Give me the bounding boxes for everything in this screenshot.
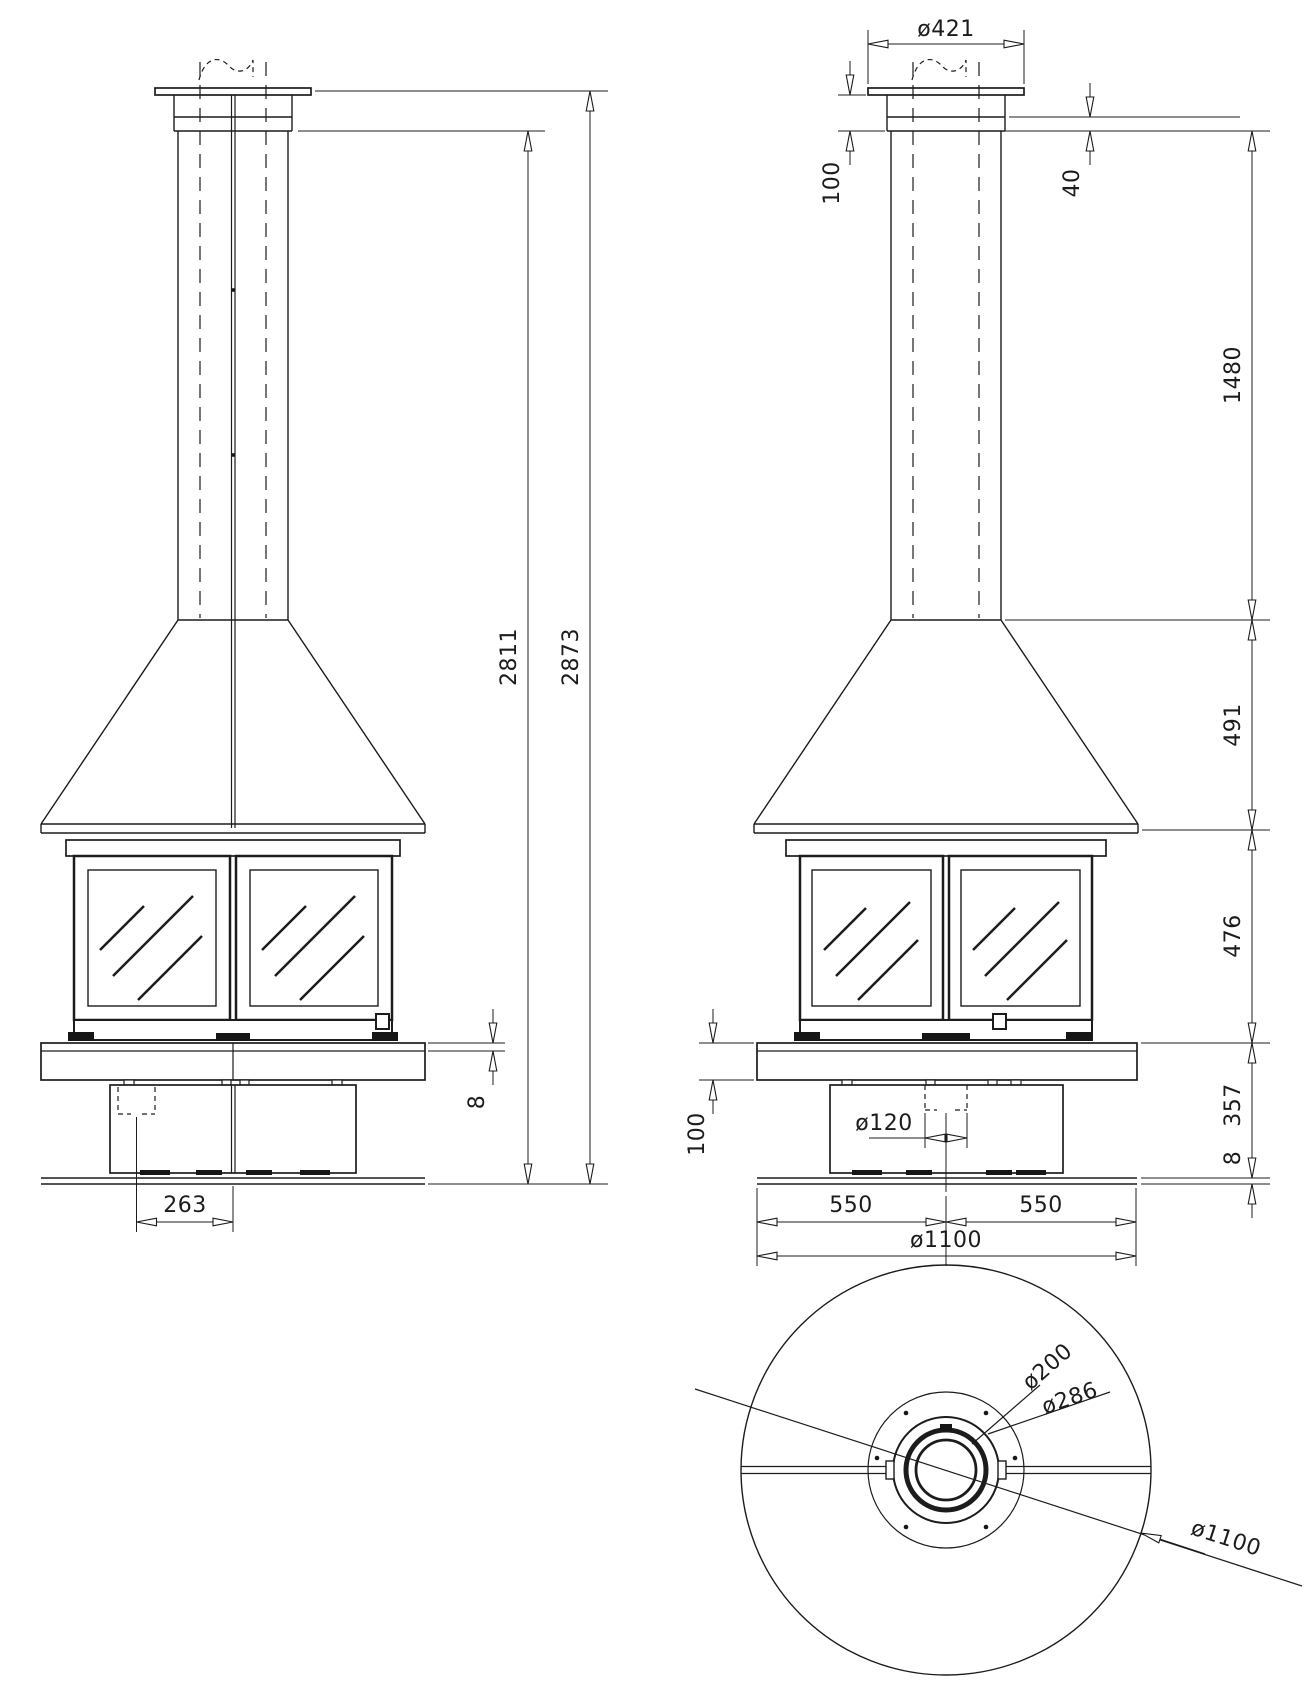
dim-40: [1005, 83, 1240, 198]
pedestal-foot: [986, 1170, 1012, 1175]
left-door: [800, 856, 943, 1020]
right-door: [949, 856, 1092, 1020]
dim-100-top: [820, 61, 885, 205]
clamp-tab: [886, 1461, 894, 1479]
hinge: [68, 1032, 94, 1041]
dim-8-bench-plate: [428, 1009, 505, 1109]
dim-hood-height-label: 491: [1221, 703, 1246, 747]
dim-half-width-left-label: 550: [829, 1193, 873, 1218]
pedestal: [110, 1085, 356, 1173]
hinge: [794, 1032, 820, 1041]
hinge: [216, 1033, 250, 1041]
inner-flue-dashed: [200, 62, 266, 618]
dim-base-diameter-label: ø1100: [910, 1228, 982, 1253]
door-handle: [376, 1014, 389, 1029]
dim-height-2811-label: 2811: [497, 628, 522, 686]
bolt-dot: [984, 1525, 989, 1530]
pedestal-foot: [852, 1170, 882, 1175]
flue-break-squiggle: [912, 60, 966, 80]
seam-rivet: [231, 288, 235, 292]
chimney-pipe: [891, 131, 1001, 620]
chimney-pipe: [178, 131, 288, 620]
pedestal-foot: [300, 1170, 330, 1175]
dim-inner-flue-label: ø120: [855, 1111, 913, 1136]
side-view: [685, 17, 1270, 1266]
dim-floor-plate-label: 8: [1221, 1150, 1246, 1166]
dim-flue-diameter-label: ø200: [1017, 1338, 1078, 1396]
firebox-top-bar: [66, 840, 400, 856]
floor-plate: [757, 1178, 1137, 1184]
hinge: [1066, 1032, 1092, 1041]
hinge: [922, 1033, 970, 1041]
pedestal-foot: [906, 1170, 932, 1175]
pedestal-foot: [246, 1170, 272, 1175]
bolt-dot: [984, 1411, 989, 1416]
cap-plate: [868, 88, 1024, 95]
dim-top-286: [988, 1378, 1110, 1434]
dim-550-550-1100: [757, 1188, 1136, 1266]
dim-cap-diameter-label: ø421: [917, 17, 975, 42]
dim-100-bench: [685, 1009, 754, 1156]
cap-plate: [155, 88, 311, 95]
bench-platform: [757, 1043, 1137, 1080]
dim-collar-diameter-label: ø286: [1038, 1377, 1102, 1421]
hinge: [372, 1032, 398, 1041]
dim-cap-diameter: [868, 17, 1024, 84]
clamp-tab: [998, 1461, 1006, 1479]
dim-pipe-length-label: 1480: [1221, 346, 1246, 404]
collar: [887, 95, 1005, 131]
ring-nub: [940, 1424, 952, 1431]
hood-cone: [754, 620, 1138, 833]
pedestal-foot: [1016, 1170, 1046, 1175]
bolt-dot: [875, 1456, 880, 1461]
hood-cone: [41, 620, 425, 833]
dim-total-height-label: 2873: [559, 628, 584, 686]
door-handle: [993, 1014, 1006, 1029]
bolt-dot: [904, 1411, 909, 1416]
collar: [174, 95, 292, 131]
bolt-dot: [904, 1525, 909, 1530]
dim-cap-height-label: 100: [820, 161, 845, 205]
inner-flue-dashed: [913, 62, 979, 618]
front-view: [41, 60, 608, 1232]
dim-bench-top-plate-label: 8: [465, 1094, 490, 1110]
dim-top-1100: [1141, 1516, 1264, 1562]
flue-break-squiggle: [199, 60, 253, 80]
dim-firebox-height-label: 476: [1221, 914, 1246, 958]
dim-collar-ring-label: 40: [1060, 168, 1085, 198]
pedestal-foot: [196, 1170, 222, 1175]
top-view: [695, 1265, 1302, 1675]
center-seam: [232, 95, 236, 828]
dim-half-width-right-label: 550: [1019, 1193, 1063, 1218]
firebox-top-bar: [786, 840, 1106, 856]
floor-plate: [41, 1178, 425, 1184]
section-diagonal-line: [695, 1389, 1302, 1586]
pedestal-foot: [140, 1170, 170, 1175]
dim-bench-thickness-label: 100: [685, 1112, 710, 1156]
dim-base-detail-offset-label: 263: [163, 1193, 207, 1218]
bolt-dot: [1013, 1456, 1018, 1461]
dim-base-height-label: 357: [1221, 1083, 1246, 1127]
dim-top-base-diameter-label: ø1100: [1187, 1515, 1265, 1562]
seam-rivet: [231, 453, 235, 457]
